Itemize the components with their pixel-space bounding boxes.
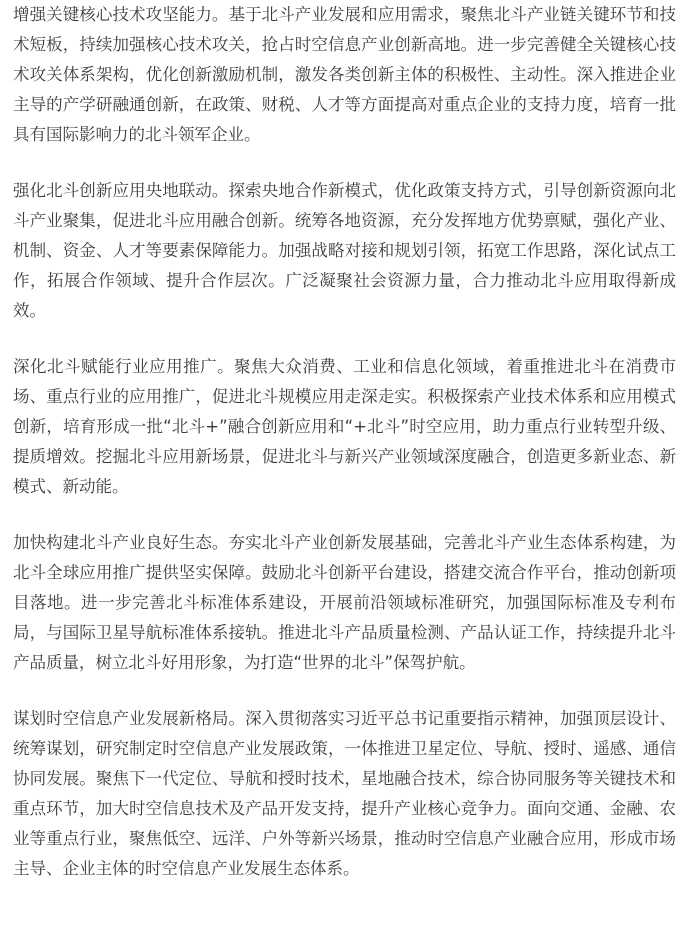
article-body <box>13 0 676 910</box>
paragraph-industry-application: 深化北斗赋能行业应用推广。聚焦大众消费、工业和信息化领域，着重推进北斗在消费市场、重点行业的应用推广，促进北斗规模应用走深走实。积极探索产业技术体系和应用模式创新，培育形成一批“北斗+”融合创新应用和“+北斗”时空应用，助力重点行业转型升级、提质增效。挖掘北斗应用新场景，促进北斗与新兴产业领域深度融合，创造更多新业态、新模式、新动能。 <box>13 357 676 496</box>
paragraph-spatiotemporal-info: 谋划时空信息产业发展新格局。深入贯彻落实习近平总书记重要指示精神，加强顶层设计、统筹谋划，研究制定时空信息产业发展政策，一体推进卫星定位、导航、授时、遥感、通信协同发展。聚焦下一代定位、导航和授时技术，星地融合技术，综合协同服务等关键技术和重点环节，加大时空信息技术及产品开发支持，提升产业核心竞争力。面向交通、金融、农业等重点行业，聚焦低空、远洋、户外等新兴场景，推动时空信息产业融合应用，形成市场主导、企业主体的时空信息产业发展生态体系。 <box>13 709 676 878</box>
paragraph-core-technology: 增强关键核心技术攻坚能力。基于北斗产业发展和应用需求，聚焦北斗产业链关键环节和技术短板，持续加强核心技术攻关，抢占时空信息产业创新高地。进一步完善健全关键核心技术攻关体系架构，优化创新激励机制，激发各类创新主体的积极性、主动性。深入推进企业主导的产学研融通创新，在政策、财税、人才等方面提高对重点企业的支持力度，培育一批具有国际影响力的北斗领军企业。 <box>13 5 676 144</box>
paragraph-central-local-linkage: 强化北斗创新应用央地联动。探索央地合作新模式，优化政策支持方式，引导创新资源向北斗产业聚集，促进北斗应用融合创新。统筹各地资源，充分发挥地方优势禀赋，强化产业、机制、资金、人才等要素保障能力。加强战略对接和规划引领，拓宽工作思路，深化试点工作，拓展合作领域、提升合作层次。广泛凝聚社会资源力量，合力推动北斗应用取得新成效。 <box>13 181 676 320</box>
paragraph-industry-ecosystem: 加快构建北斗产业良好生态。夯实北斗产业创新发展基础，完善北斗产业生态体系构建，为北斗全球应用推广提供坚实保障。鼓励北斗创新平台建设，搭建交流合作平台，推动创新项目落地。进一步完善北斗标准体系建设，开展前沿领域标准研究，加强国际标准及专利布局，与国际卫星导航标准体系接轨。推进北斗产品质量检测、产品认证工作，持续提升北斗产品质量，树立北斗好用形象，为打造“世界的北斗”保驾护航。 <box>13 533 676 672</box>
